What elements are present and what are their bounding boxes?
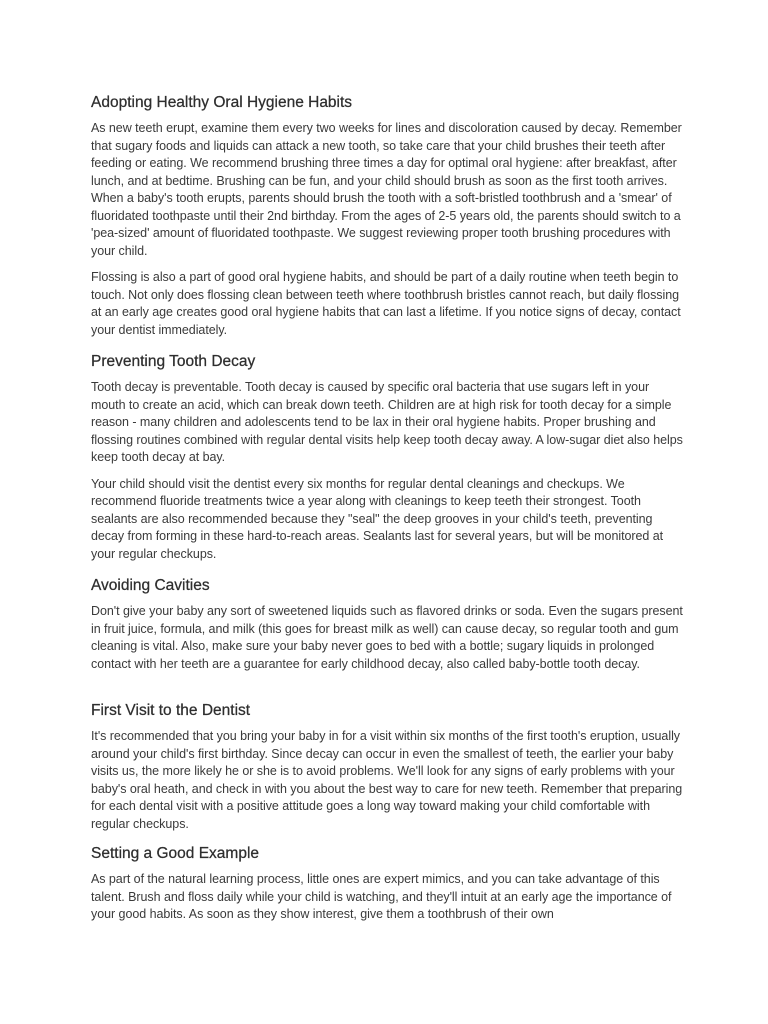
section-heading: Setting a Good Example: [91, 845, 260, 862]
section-heading: Adopting Healthy Oral Hygiene Habits: [91, 94, 353, 111]
paragraph: Tooth decay is preventable. Tooth decay is caused by specific oral bacteria that use sugars left in your mouth to create an acid, which can break down teeth. Children are at high risk for tooth decay for a simple reason - many children and adolescents tend to be lax in their oral hygiene habits. Proper brushing and flossing routines combined with regular dental visits help keep tooth decay away. A low-sugar diet also helps keep tooth decay at bay.: [91, 380, 683, 464]
section-first-visit: [91, 701, 683, 842]
paragraph: As new teeth erupt, examine them every two weeks for lines and discoloration caused by decay. Remember that sugary foods and liquids can attack a new tooth, so take care that your child brushes their teeth after feeding or eating. We recommend brushing three times a day for optimal oral hygiene: after breakfast, after lunch, and at bedtime. Brushing can be fun, and your child should brush as soon as the first tooth arrives. When a baby's tooth erupts, parents should brush the tooth with a soft-bristled toothbrush and a 'smear' of fluoridated toothpaste until their 2nd birthday. From the ages of 2-5 years old, the parents should switch to a 'pea-sized' amount of fluoridated toothpaste. We suggest reviewing proper tooth brushing procedures with your child.: [91, 121, 682, 258]
section-heading: First Visit to the Dentist: [91, 702, 251, 719]
section-good-example: [91, 844, 683, 933]
paragraph: Don't give your baby any sort of sweetened liquids such as flavored drinks or soda. Even the sugars present in fruit juice, formula, and milk (this goes for breast milk as well) can cause decay, so regular tooth and gum cleaning is vital. Also, make sure your baby never goes to bed with a bottle; sugary liquids in prolonged contact with her teeth are a guarantee for early childhood decay, also called baby-bottle tooth decay.: [91, 604, 683, 671]
paragraph: Your child should visit the dentist every six months for regular dental cleanings and checkups. We recommend fluoride treatments twice a year along with cleanings to keep teeth their strongest. Tooth sealants are also recommended because they "seal" the deep grooves in your child's teeth, preventing decay from forming in these hard-to-reach areas. Sealants last for several years, but will be monitored at your regular checkups.: [91, 476, 664, 561]
section-avoiding-cavities: [91, 576, 683, 682]
paragraph: It's recommended that you bring your baby in for a visit within six months of the first tooth's eruption, usually around your child's first birthday. Since decay can occur in even the smallest of teeth, the earlier your baby visits us, the more likely he or she is to avoid problems. We'll look for any signs of early problems with your baby's oral heath, and check in with you about the best way to care for new teeth. Remember that preparing for each dental visit with a positive attitude goes a long way toward making your child comfortable with regular checkups.: [91, 729, 683, 831]
section-heading: Avoiding Cavities: [91, 577, 210, 594]
section-preventing-tooth-decay: [91, 352, 683, 572]
paragraph: As part of the natural learning process, little ones are expert mimics, and you can take advantage of this talent. Brush and floss daily while your child is watching, and they'll intuit at an early age the importance of your good habits. As soon as they show interest, give them a toothbrush of their own: [91, 872, 672, 921]
paragraph: Flossing is also a part of good oral hygiene habits, and should be part of a daily routine when teeth begin to touch. Not only does flossing clean between teeth where toothbrush bristles cannot reach, but daily flossing at an early age creates good oral hygiene habits that can last a lifetime. If you notice signs of decay, contact your dentist immediately.: [91, 270, 681, 337]
section-heading: Preventing Tooth Decay: [91, 353, 256, 370]
section-oral-hygiene-habits: [91, 93, 683, 348]
